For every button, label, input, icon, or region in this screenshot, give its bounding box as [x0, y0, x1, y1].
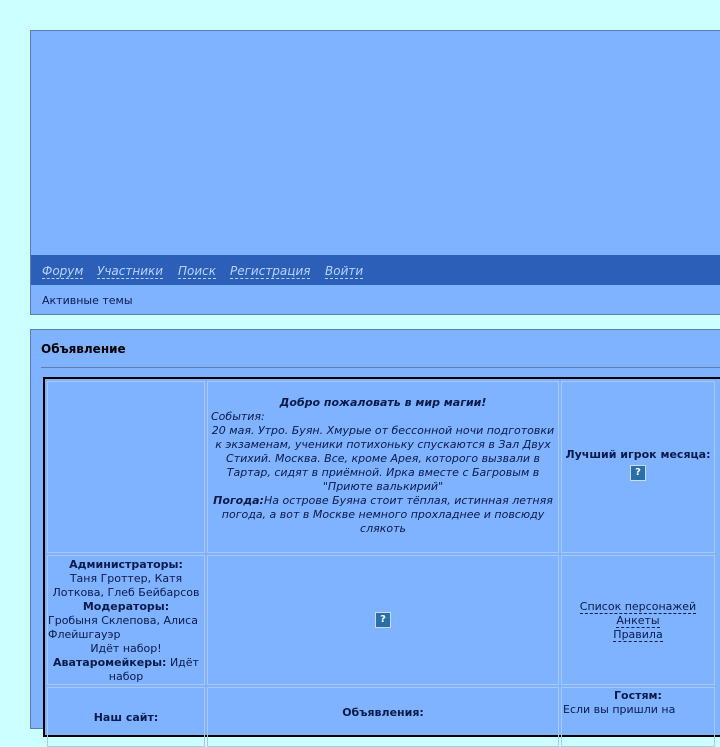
- events-text: 20 мая. Утро. Буян. Хмурые от бессонной ночи подготовки к экзаменам, ученики потихоньку спускаются в Зал Двух Стихий. Москва. Все, кроме Арея, которого вызвали в Тартар, сидят в приёмной. Ирка вместе с Багровым в "Приюте валькирий": [211, 424, 555, 493]
- nav-register-link[interactable]: Регистрация: [230, 264, 311, 278]
- character-list-link[interactable]: Список персонажей: [579, 600, 697, 613]
- recruit-text: Идёт набор!: [90, 642, 162, 655]
- forum-header: [30, 30, 720, 315]
- guests-cell: [561, 687, 715, 747]
- divider: [41, 367, 720, 368]
- links-cell: [561, 555, 715, 685]
- broken-image-icon: ?: [375, 612, 391, 628]
- nav-login-link[interactable]: Войти: [325, 264, 364, 278]
- weather-line: [211, 494, 555, 536]
- table-cell-empty: [47, 381, 205, 553]
- admins-label: Администраторы:: [69, 558, 183, 571]
- best-player-label: Лучший игрок месяца:: [565, 448, 711, 461]
- rules-link[interactable]: Правила: [613, 628, 663, 641]
- our-site-label: Наш сайт:: [93, 711, 159, 724]
- welcome-heading: Добро пожаловать в мир магии!: [279, 396, 487, 409]
- nav-members-link[interactable]: Участники: [97, 264, 164, 278]
- announcements-cell: [207, 687, 559, 747]
- avatar-makers-text: Идёт набор: [108, 656, 199, 683]
- avatar-makers-label: Аватаромейкеры:: [53, 656, 167, 669]
- welcome-cell: [207, 381, 559, 553]
- avatar-makers-line: [48, 656, 204, 684]
- weather-text: На острове Буяна стоит тёплая, истинная летняя погода, а вот в Москве немного прохладнее и повсюду слякоть: [221, 494, 553, 535]
- moderators-text: Гробыня Склепова, Алиса Флейшгауэр: [48, 614, 198, 641]
- profiles-link[interactable]: Анкеты: [616, 614, 660, 627]
- nav-search-link[interactable]: Поиск: [178, 264, 217, 278]
- announcement-title: Объявление: [41, 342, 126, 356]
- announcement-table: [43, 377, 720, 737]
- staff-cell: [47, 555, 205, 685]
- center-image-cell: [207, 555, 559, 685]
- admins-text: Таня Гроттер, Катя Лоткова, Глеб Бейбарсов: [52, 572, 200, 599]
- announcements-label: Объявления:: [342, 706, 424, 719]
- our-site-cell: [47, 687, 205, 747]
- best-player-cell: [561, 381, 715, 553]
- moderators-label: Модераторы:: [82, 600, 170, 613]
- guests-label: Гостям:: [614, 689, 662, 702]
- guests-text: Если вы пришли на: [563, 703, 676, 716]
- weather-label: Погода:: [213, 494, 264, 507]
- active-topics-link[interactable]: Активные темы: [42, 294, 133, 307]
- main-nav: [31, 255, 720, 285]
- events-label: События:: [211, 410, 265, 423]
- broken-image-icon: ?: [630, 465, 646, 481]
- announcement-block: [30, 329, 720, 729]
- nav-forum-link[interactable]: Форум: [42, 264, 84, 278]
- banner: [31, 31, 720, 255]
